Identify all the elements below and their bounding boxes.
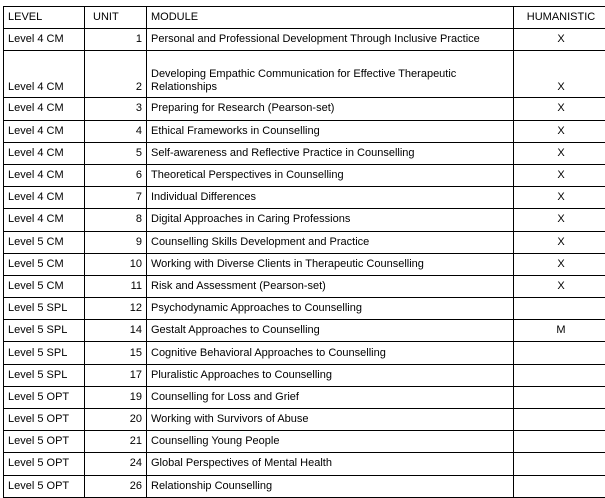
cell-unit[interactable]: 21 (85, 431, 147, 453)
cell-level[interactable]: Level 5 SPL (4, 364, 85, 386)
cell-unit[interactable]: 10 (85, 253, 147, 275)
cell-humanistic[interactable] (514, 409, 605, 431)
cell-module[interactable]: Cognitive Behavioral Approaches to Counselling (147, 342, 514, 364)
cell-module[interactable]: Psychodynamic Approaches to Counselling (147, 298, 514, 320)
cell-humanistic[interactable] (514, 342, 605, 364)
table-row (4, 475, 605, 497)
table-row (4, 187, 605, 209)
cell-module[interactable]: Theoretical Perspectives in Counselling (147, 164, 514, 186)
cell-level[interactable]: Level 5 CM (4, 253, 85, 275)
cell-level[interactable]: Level 5 OPT (4, 431, 85, 453)
cell-module[interactable]: Gestalt Approaches to Counselling (147, 320, 514, 342)
cell-module[interactable]: Pluralistic Approaches to Counselling (147, 364, 514, 386)
cell-humanistic[interactable]: M (514, 320, 605, 342)
cell-module[interactable]: Self-awareness and Reflective Practice in Counselling (147, 142, 514, 164)
header-unit[interactable]: UNIT (85, 7, 147, 29)
table-row (4, 342, 605, 364)
cell-unit[interactable]: 8 (85, 209, 147, 231)
cell-humanistic[interactable] (514, 298, 605, 320)
table-row (4, 120, 605, 142)
cell-level[interactable]: Level 5 OPT (4, 475, 85, 497)
table-row (4, 209, 605, 231)
cell-level[interactable]: Level 5 CM (4, 275, 85, 297)
table-row (4, 431, 605, 453)
cell-humanistic[interactable]: X (514, 209, 605, 231)
cell-level[interactable]: Level 4 CM (4, 51, 85, 98)
cell-humanistic[interactable]: X (514, 98, 605, 120)
cell-level[interactable]: Level 4 CM (4, 187, 85, 209)
cell-module[interactable]: Global Perspectives of Mental Health (147, 453, 514, 475)
cell-unit[interactable]: 15 (85, 342, 147, 364)
table-row (4, 386, 605, 408)
cell-humanistic[interactable]: X (514, 253, 605, 275)
table-row (4, 453, 605, 475)
table-row (4, 164, 605, 186)
header-humanistic[interactable]: HUMANISTIC (514, 7, 605, 29)
table-row (4, 253, 605, 275)
table-row (4, 98, 605, 120)
cell-unit[interactable]: 9 (85, 231, 147, 253)
cell-module[interactable]: Ethical Frameworks in Counselling (147, 120, 514, 142)
cell-unit[interactable]: 20 (85, 409, 147, 431)
cell-unit[interactable]: 17 (85, 364, 147, 386)
table-row (4, 298, 605, 320)
cell-unit[interactable]: 3 (85, 98, 147, 120)
cell-module[interactable]: Personal and Professional Development Through Inclusive Practice (147, 29, 514, 51)
cell-module[interactable]: Working with Diverse Clients in Therapeutic Counselling (147, 253, 514, 275)
table-header-row (4, 7, 605, 29)
table-row (4, 29, 605, 51)
cell-humanistic[interactable]: X (514, 275, 605, 297)
cell-humanistic[interactable]: X (514, 51, 605, 98)
table-row (4, 51, 605, 98)
cell-humanistic[interactable] (514, 386, 605, 408)
cell-humanistic[interactable]: X (514, 29, 605, 51)
cell-module[interactable]: Digital Approaches in Caring Professions (147, 209, 514, 231)
cell-module[interactable]: Preparing for Research (Pearson-set) (147, 98, 514, 120)
cell-humanistic[interactable]: X (514, 231, 605, 253)
cell-level[interactable]: Level 5 SPL (4, 320, 85, 342)
cell-unit[interactable]: 6 (85, 164, 147, 186)
cell-humanistic[interactable]: X (514, 164, 605, 186)
cell-module[interactable]: Counselling Young People (147, 431, 514, 453)
cell-module[interactable]: Counselling for Loss and Grief (147, 386, 514, 408)
cell-level[interactable]: Level 4 CM (4, 29, 85, 51)
cell-unit[interactable]: 2 (85, 51, 147, 98)
cell-humanistic[interactable] (514, 431, 605, 453)
cell-module[interactable]: Relationship Counselling (147, 475, 514, 497)
cell-level[interactable]: Level 4 CM (4, 98, 85, 120)
cell-unit[interactable]: 14 (85, 320, 147, 342)
header-level[interactable]: LEVEL (4, 7, 85, 29)
cell-level[interactable]: Level 5 SPL (4, 342, 85, 364)
cell-level[interactable]: Level 4 CM (4, 142, 85, 164)
cell-level[interactable]: Level 5 OPT (4, 453, 85, 475)
cell-unit[interactable]: 11 (85, 275, 147, 297)
cell-module-line: Developing Empathic Communication for Effective Therapeutic (151, 68, 509, 81)
cell-unit[interactable]: 1 (85, 29, 147, 51)
modules-table (3, 6, 605, 498)
cell-humanistic[interactable]: X (514, 187, 605, 209)
header-module[interactable]: MODULE (147, 7, 514, 29)
cell-level[interactable]: Level 5 SPL (4, 298, 85, 320)
cell-level[interactable]: Level 4 CM (4, 120, 85, 142)
cell-humanistic[interactable] (514, 364, 605, 386)
cell-module[interactable] (147, 51, 514, 98)
cell-module-line: Relationships (151, 81, 509, 94)
cell-unit[interactable]: 12 (85, 298, 147, 320)
cell-unit[interactable]: 5 (85, 142, 147, 164)
cell-level[interactable]: Level 5 CM (4, 231, 85, 253)
cell-module[interactable]: Risk and Assessment (Pearson-set) (147, 275, 514, 297)
cell-humanistic[interactable] (514, 475, 605, 497)
table-row (4, 231, 605, 253)
cell-level[interactable]: Level 5 OPT (4, 409, 85, 431)
cell-level[interactable]: Level 5 OPT (4, 386, 85, 408)
cell-level[interactable]: Level 4 CM (4, 209, 85, 231)
cell-humanistic[interactable] (514, 453, 605, 475)
table-row (4, 364, 605, 386)
cell-level[interactable]: Level 4 CM (4, 164, 85, 186)
cell-unit[interactable]: 26 (85, 475, 147, 497)
cell-module[interactable]: Individual Differences (147, 187, 514, 209)
cell-module[interactable]: Working with Survivors of Abuse (147, 409, 514, 431)
table-row (4, 142, 605, 164)
table-row (4, 409, 605, 431)
table-row (4, 320, 605, 342)
cell-unit[interactable]: 7 (85, 187, 147, 209)
cell-unit[interactable]: 4 (85, 120, 147, 142)
cell-humanistic[interactable]: X (514, 120, 605, 142)
table-row (4, 275, 605, 297)
cell-module[interactable]: Counselling Skills Development and Practice (147, 231, 514, 253)
cell-humanistic[interactable]: X (514, 142, 605, 164)
cell-unit[interactable]: 19 (85, 386, 147, 408)
cell-unit[interactable]: 24 (85, 453, 147, 475)
